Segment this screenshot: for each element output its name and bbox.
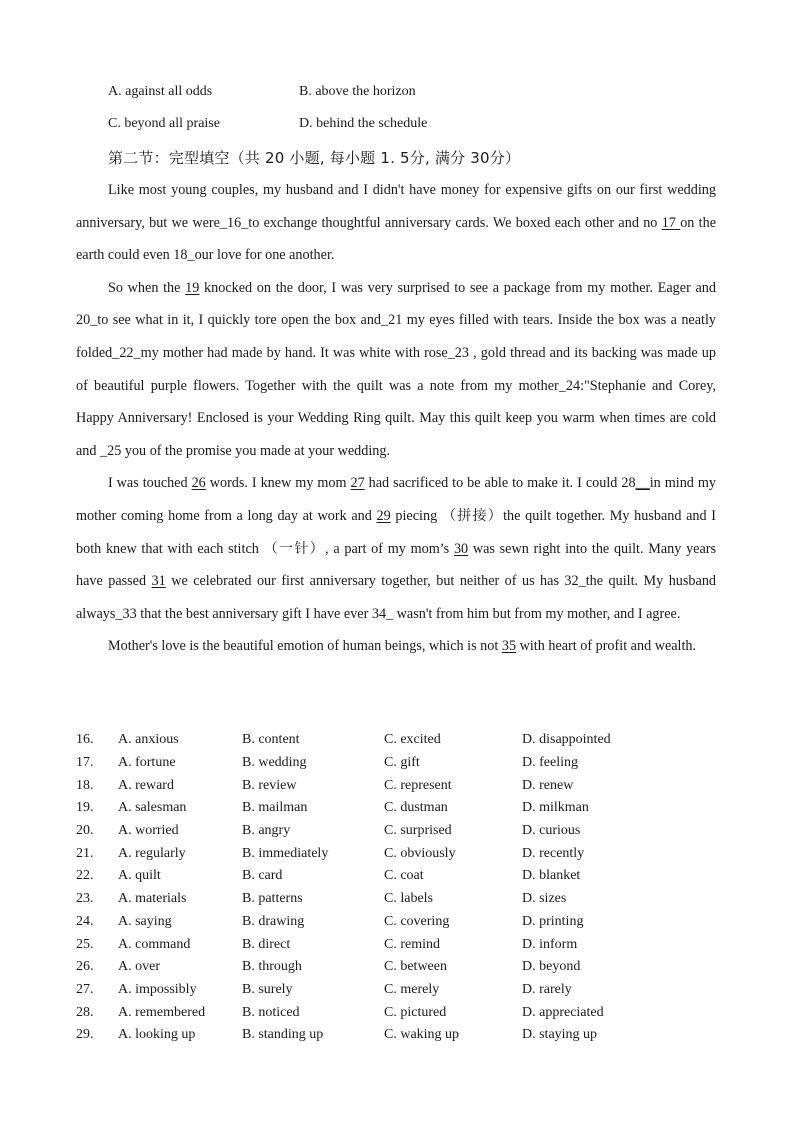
option-b: B. wedding: [242, 755, 307, 771]
option-row: [76, 888, 652, 911]
option-d: D. blanket: [522, 868, 581, 884]
question-number: 19.: [76, 800, 94, 816]
option-a: A. salesman: [118, 800, 187, 816]
question-number: 29.: [76, 1027, 94, 1043]
option-row: [76, 797, 652, 820]
option-c: C. waking up: [384, 1027, 460, 1043]
option-b: B. mailman: [242, 800, 308, 816]
option-c: C. obviously: [384, 845, 456, 861]
option-c: C. pictured: [384, 1004, 447, 1020]
question-number: 26.: [76, 959, 94, 975]
option-d: D. behind the schedule: [299, 116, 428, 131]
option-d: D. beyond: [522, 959, 581, 975]
question-number: 18.: [76, 777, 94, 793]
question-number: 24.: [76, 913, 94, 929]
paragraph-4: Mother's love is the beautiful emotion of human beings, which is not 35 with heart of profit and wealth.: [108, 638, 697, 655]
option-b: B. angry: [242, 823, 291, 839]
option-b: B. patterns: [242, 891, 303, 907]
option-row: [108, 84, 427, 116]
paragraph-2: So when the 19 knocked on the door, I was very surprised to see a package from my mother. Eager and 20_to see what in it, I quickly tore open the box and_21 my eyes filled with tears. Inside the box was a neatly folded_22_my mother had made by hand. It was white with rose_23 , gold thread and its backing was made up of beautiful purple flowers. Together with the quilt was a note from my mother_24:"Stephanie and Corey, Happy Anniversary! Enclosed is your Wedding Ring quilt. May this quilt keep you warm when times are cold and _25 you of the promise you made at your wedding.: [76, 279, 716, 459]
option-a: A. remembered: [118, 1004, 206, 1020]
option-d: D. feeling: [522, 755, 578, 771]
option-row: [76, 774, 652, 797]
question-number: 16.: [76, 732, 94, 748]
option-row: [76, 729, 652, 752]
option-a: A. looking up: [118, 1027, 196, 1043]
option-row: [76, 956, 652, 979]
option-b: B. direct: [242, 936, 291, 952]
option-row: [76, 865, 652, 888]
option-row: [108, 116, 427, 148]
option-b: B. content: [242, 732, 300, 748]
question-number: 22.: [76, 868, 94, 884]
paragraph-1: Like most young couples, my husband and I didn't have money for expensive gifts on our first wedding anniversary, but we were_16_to exchange thoughtful anniversary cards. We boxed each other and no 17 on the earth could even 18_our love for one another.: [76, 182, 717, 264]
option-a: A. regularly: [118, 845, 186, 861]
option-d: D. curious: [522, 823, 581, 839]
option-b: B. above the horizon: [299, 84, 416, 99]
option-b: B. review: [242, 777, 297, 793]
option-d: D. sizes: [522, 891, 567, 907]
option-row: [76, 842, 652, 865]
option-a: A. worried: [118, 823, 179, 839]
option-d: D. milkman: [522, 800, 589, 816]
option-a: A. impossibly: [118, 981, 197, 997]
option-row: [76, 911, 652, 934]
option-c: C. labels: [384, 891, 433, 907]
blank-number: 29: [376, 507, 391, 524]
option-d: D. rarely: [522, 981, 572, 997]
option-b: B. surely: [242, 981, 293, 997]
option-c: C. remind: [384, 936, 440, 952]
option-row: [76, 820, 652, 843]
option-d: D. staying up: [522, 1027, 598, 1043]
option-c: C. dustman: [384, 800, 448, 816]
question-number: 23.: [76, 891, 94, 907]
option-row: [76, 979, 652, 1002]
option-c: C. merely: [384, 981, 440, 997]
blank-number: 19: [185, 279, 200, 296]
option-c: C. surprised: [384, 823, 452, 839]
question-number: 25.: [76, 936, 94, 952]
option-b: B. noticed: [242, 1004, 300, 1020]
option-c: C. gift: [384, 755, 420, 771]
option-a: A. command: [118, 936, 191, 952]
option-d: D. appreciated: [522, 1004, 604, 1020]
option-d: D. recently: [522, 845, 585, 861]
answer-options-table: [76, 729, 652, 1047]
option-b: B. through: [242, 959, 302, 975]
section-title: 第二节：完型填空（共 20 小题, 每小题 1. 5分, 满分 30分）: [108, 149, 521, 167]
question-number: 21.: [76, 845, 94, 861]
option-d: D. printing: [522, 913, 584, 929]
option-a: A. against all odds: [108, 84, 213, 99]
option-b: B. standing up: [242, 1027, 324, 1043]
option-a: A. materials: [118, 891, 187, 907]
option-b: B. card: [242, 868, 283, 884]
option-c: C. excited: [384, 732, 441, 748]
question-number: 20.: [76, 823, 94, 839]
question-number: 27.: [76, 981, 94, 997]
option-d: D. inform: [522, 936, 578, 952]
option-b: B. drawing: [242, 913, 305, 929]
question-number: 17.: [76, 755, 94, 771]
option-a: A. reward: [118, 777, 174, 793]
option-a: A. anxious: [118, 732, 179, 748]
option-row: [76, 752, 652, 775]
option-c: C. between: [384, 959, 447, 975]
option-row: [76, 933, 652, 956]
blank-number: __: [635, 475, 650, 492]
option-c: C. covering: [384, 913, 450, 929]
blank-number: 30: [453, 540, 469, 557]
option-row: [76, 1024, 652, 1047]
previous-question-options: [108, 84, 427, 148]
option-b: B. immediately: [242, 845, 329, 861]
cloze-passage: [76, 174, 716, 663]
blank-number: 17: [661, 214, 681, 231]
option-c: C. represent: [384, 777, 452, 793]
option-a: A. fortune: [118, 755, 176, 771]
option-c: C. coat: [384, 868, 424, 884]
option-d: D. disappointed: [522, 732, 611, 748]
option-a: A. over: [118, 959, 160, 975]
option-c: C. beyond all praise: [108, 116, 220, 131]
option-row: [76, 1001, 652, 1024]
option-a: A. quilt: [118, 868, 161, 884]
blank-number: 31: [151, 573, 166, 590]
blank-number: 35: [501, 638, 517, 655]
option-a: A. saying: [118, 913, 172, 929]
question-number: 28.: [76, 1004, 94, 1020]
blank-number: 26: [191, 475, 206, 492]
blank-number: 27: [350, 475, 365, 492]
option-d: D. renew: [522, 777, 574, 793]
paragraph-3: I was touched 26 words. I knew my mom 27 had sacrificed to be able to make it. I could 28__in mind my mother coming home from a long day at work and 29 piecing （拼接）the quilt together. My husband and I both knew that with each stitch （一针）, a part of my mom’s 30 was sewn right into the quilt. Many years have passed 31 we celebrated our first anniversary together, but neither of us has 32_the quilt. My husband always_33 that the best anniversary gift I have ever 34_ wasn't from him but from my mother, and I agree.: [76, 475, 717, 622]
